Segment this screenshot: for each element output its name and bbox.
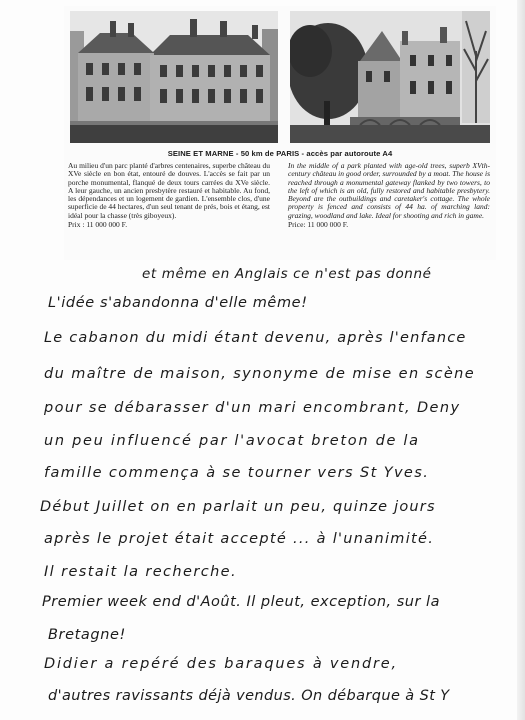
english-description-text: In the middle of a park planted with age-old trees, superb XVth-century château in good order, surrounded by a moat. The house is reached through a monumental gateway flanked by two towers, to the left of which is an old, fully restored and habitable presbytery. Beyond are the outbuildings and caretaker's cottage. The whole property is fenced and consists of 44 ha. of marching land: grazing, woodland and lake. Ideal for shooting and rich in game. — [288, 161, 490, 220]
handwritten-line: après le projet était accepté ... à l'unanimité. — [44, 531, 435, 547]
english-price: Price: 11 000 000 F. — [288, 220, 349, 230]
handwritten-line: du maître de maison, synonyme de mise en scène — [44, 366, 476, 382]
handwritten-line: et même en Anglais ce n'est pas donné — [142, 266, 432, 282]
clipping-heading: SEINE ET MARNE - 50 km de PARIS - accès par autoroute A4 — [167, 149, 393, 158]
handwritten-line: Début Juillet on en parlait un peu, quinze jours — [40, 499, 436, 515]
handwritten-line: famille commença à se tourner vers St Yves. — [44, 465, 430, 481]
handwritten-line: pour se débarasser d'un mari encombrant, Deny — [44, 400, 461, 416]
french-price: Prix : 11 000 000 F. — [68, 220, 128, 230]
handwritten-line: Premier week end d'Août. Il pleut, exception, sur la — [42, 594, 440, 610]
french-description-text: Au milieu d'un parc planté d'arbres centenaires, superbe château du XVe siècle en bon état, entouré de douves. L'accès se fait par un porche monumental, flanqué de deux tours carrées du XVe siècle. A leur gauche, un ancien presbytère restauré et habitable. Au fond, les dépendances et un logement de gardien. L'ensemble clos, d'une superficie de 44 hectares, d'un seul tenant de prés, bois et étang, est idéal pour la chasse (très giboyeux). — [68, 161, 270, 220]
handwritten-line: d'autres ravissants déjà vendus. On débarque à St Y — [48, 688, 450, 704]
handwritten-line: Didier a repéré des baraques à vendre, — [44, 656, 398, 672]
handwritten-line: Il restait la recherche. — [44, 564, 237, 580]
handwritten-line: Bretagne! — [48, 627, 126, 643]
handwritten-line: L'idée s'abandonna d'elle même! — [48, 295, 308, 311]
handwritten-line: Le cabanon du midi étant devenu, après l'enfance — [44, 330, 467, 346]
handwritten-line: un peu influencé par l'avocat breton de la — [44, 433, 420, 449]
